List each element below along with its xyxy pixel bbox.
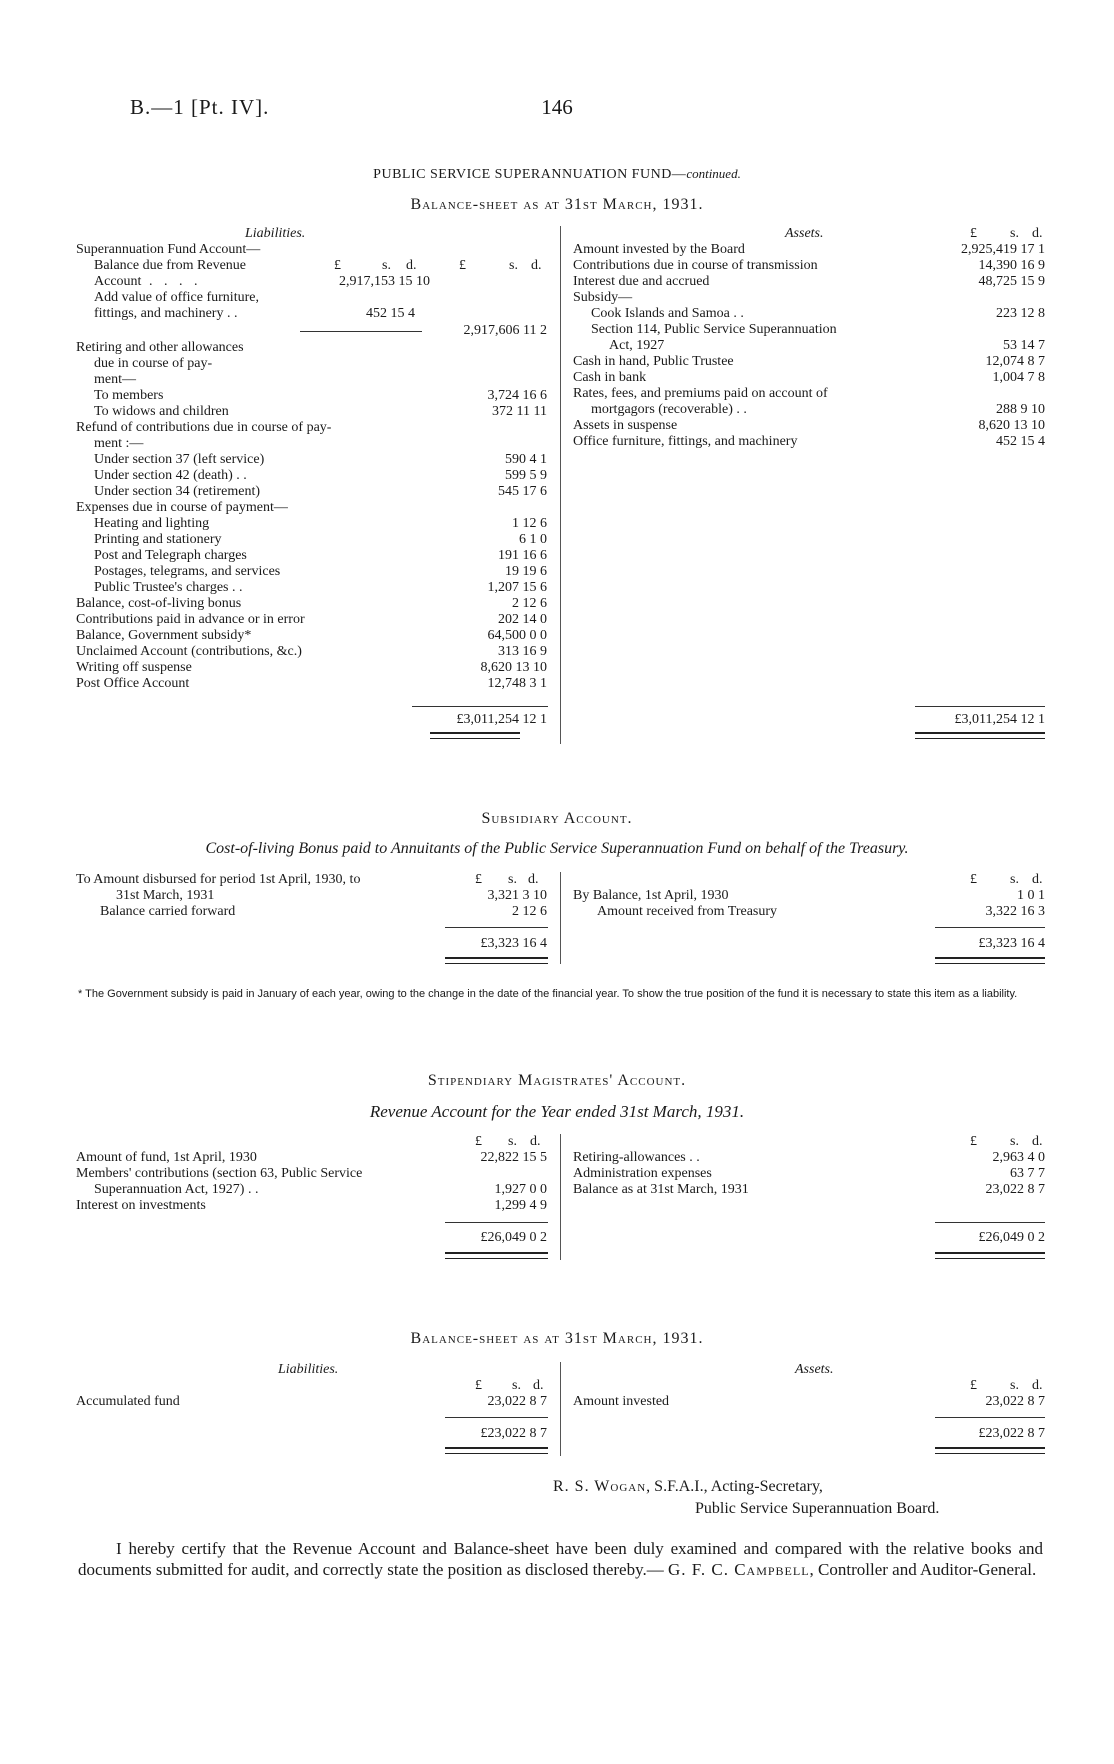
asset-line: Section 114, Public Service Superannuation bbox=[591, 322, 837, 337]
liab-label: Balance, cost-of-living bonus bbox=[76, 596, 242, 611]
balance-sheet-2-title: Balance-sheet as at 31st March, 1931. bbox=[410, 1330, 704, 1347]
liab-line: Retiring and other allowances bbox=[76, 340, 244, 355]
audit-certificate bbox=[78, 1538, 1043, 1580]
col-pence: d. bbox=[528, 872, 539, 887]
col-pence: d. bbox=[531, 258, 542, 273]
signatory-name: R. S. Wogan bbox=[553, 1478, 647, 1495]
liab-line: Superannuation Fund Account— bbox=[76, 242, 261, 257]
asset-amount: 1,004 7 8 bbox=[992, 370, 1045, 385]
table-row bbox=[76, 644, 547, 660]
liab-amount: 64,500 0 0 bbox=[487, 628, 547, 643]
stip-right-amount: 63 7 7 bbox=[1010, 1166, 1045, 1181]
stip-left-line: Interest on investments bbox=[76, 1198, 206, 1213]
col-pence: d. bbox=[530, 1134, 541, 1149]
liab-amount: 590 4 1 bbox=[505, 452, 547, 467]
liab-amount: 452 15 4 bbox=[366, 306, 415, 321]
table-row bbox=[76, 420, 547, 436]
col-pound: £ bbox=[334, 258, 341, 273]
col-shillings: s. bbox=[509, 258, 518, 273]
asset-line: Cook Islands and Samoa . . bbox=[591, 306, 744, 321]
col-shillings: s. bbox=[1010, 872, 1019, 887]
liab-amount: 202 14 0 bbox=[498, 612, 547, 627]
table-row bbox=[76, 484, 547, 500]
sub-right-amount: 1 0 1 bbox=[1017, 888, 1045, 903]
table-row bbox=[76, 628, 547, 644]
col-pound: £ bbox=[970, 1134, 977, 1149]
sub-left-total: £3,323 16 4 bbox=[480, 936, 547, 951]
col-pound: £ bbox=[970, 226, 977, 241]
table-row bbox=[76, 532, 547, 548]
liab-label: Printing and stationery bbox=[94, 532, 222, 547]
asset-line: Cash in bank bbox=[573, 370, 647, 385]
table-row bbox=[76, 676, 547, 692]
stip-right-line: Balance as at 31st March, 1931 bbox=[573, 1182, 749, 1197]
asset-amount: 2,925,419 17 1 bbox=[961, 242, 1045, 257]
asset-amount: 12,074 8 7 bbox=[985, 354, 1045, 369]
subsidiary-title: Subsidiary Account. bbox=[481, 810, 633, 827]
balance-sheet-title: Balance-sheet as at 31st March, 1931. bbox=[410, 196, 704, 213]
sub-left-line: Balance carried forward bbox=[100, 904, 236, 919]
col-pound: £ bbox=[970, 872, 977, 887]
asset-line: Subsidy— bbox=[573, 290, 633, 305]
assets-label: Assets. bbox=[795, 1362, 834, 1377]
page-number: 146 bbox=[541, 95, 573, 119]
table-row bbox=[76, 548, 547, 564]
asset-line: Cash in hand, Public Trustee bbox=[573, 354, 734, 369]
liab-label: Under section 37 (left service) bbox=[94, 452, 265, 467]
asset-line: Office furniture, fittings, and machinery bbox=[573, 434, 798, 449]
bs2-left-line: Accumulated fund bbox=[76, 1394, 180, 1409]
asset-line: Amount invested by the Board bbox=[573, 242, 745, 257]
col-pence: d. bbox=[1032, 872, 1043, 887]
table-row bbox=[76, 596, 547, 612]
stip-right-line: Administration expenses bbox=[573, 1166, 712, 1181]
col-pence: d. bbox=[1032, 1134, 1043, 1149]
liab-amount: 1 12 6 bbox=[512, 516, 547, 531]
liabilities-total: £3,011,254 12 1 bbox=[456, 712, 547, 727]
liab-amount: 191 16 6 bbox=[498, 548, 547, 563]
asset-amount: 14,390 16 9 bbox=[978, 258, 1045, 273]
col-shillings: s. bbox=[1010, 1378, 1019, 1393]
col-pence: d. bbox=[1032, 226, 1043, 241]
sub-right-total: £3,323 16 4 bbox=[978, 936, 1045, 951]
liab-label: Public Trustee's charges . . bbox=[94, 580, 243, 595]
sub-left-line: 31st March, 1931 bbox=[116, 888, 215, 903]
asset-amount: 8,620 13 10 bbox=[978, 418, 1045, 433]
stipendiary-subtitle: Revenue Account for the Year ended 31st March, 1931. bbox=[369, 1102, 745, 1121]
liab-amount: 1,207 15 6 bbox=[487, 580, 547, 595]
liab-amount: 2,917,606 11 2 bbox=[463, 323, 547, 338]
col-shillings: s. bbox=[382, 258, 391, 273]
liab-label: Post Office Account bbox=[76, 676, 190, 691]
table-row bbox=[76, 580, 547, 596]
col-pence: d. bbox=[533, 1378, 544, 1393]
col-pence: d. bbox=[406, 258, 417, 273]
assets-label: Assets. bbox=[785, 226, 824, 241]
liab-label: Heating and lighting bbox=[94, 516, 210, 531]
asset-line: Contributions due in course of transmission bbox=[573, 258, 818, 273]
liab-label: Balance, Government subsidy* bbox=[76, 628, 252, 643]
table-row bbox=[76, 500, 547, 516]
signature-line-1 bbox=[553, 1478, 823, 1496]
table-row bbox=[76, 516, 547, 532]
stip-right-amount: 2,963 4 0 bbox=[992, 1150, 1045, 1165]
col-shillings: s. bbox=[508, 872, 517, 887]
liab-label: Writing off suspense bbox=[76, 660, 192, 675]
col-shillings: s. bbox=[512, 1378, 521, 1393]
fund-title bbox=[0, 166, 1114, 183]
liab-label: Under section 42 (death) . . bbox=[94, 468, 247, 483]
document-reference: B.—1 [Pt. IV]. bbox=[130, 95, 270, 119]
liab-label: Post and Telegraph charges bbox=[94, 548, 247, 563]
asset-line: Interest due and accrued bbox=[573, 274, 710, 289]
stipendiary-title: Stipendiary Magistrates' Account. bbox=[427, 1072, 687, 1089]
liab-amount: 19 19 6 bbox=[505, 564, 547, 579]
stip-left-line: Members' contributions (section 63, Public Service bbox=[76, 1166, 363, 1181]
col-shillings: s. bbox=[508, 1134, 517, 1149]
col-pound: £ bbox=[475, 872, 482, 887]
liab-label: Postages, telegrams, and services bbox=[94, 564, 281, 579]
col-pound: £ bbox=[970, 1378, 977, 1393]
col-pence: d. bbox=[1032, 1378, 1043, 1393]
col-shillings: s. bbox=[1010, 1134, 1019, 1149]
bs2-right-total: £23,022 8 7 bbox=[978, 1426, 1045, 1441]
sub-left-line: To Amount disbursed for period 1st April, 1930, to bbox=[76, 872, 361, 887]
col-pound: £ bbox=[459, 258, 466, 273]
asset-line: Act, 1927 bbox=[609, 338, 665, 353]
col-shillings: s. bbox=[1010, 226, 1019, 241]
stip-left-total: £26,049 0 2 bbox=[480, 1230, 547, 1245]
liab-amount: 12,748 3 1 bbox=[487, 676, 547, 691]
asset-line: mortgagors (recoverable) . . bbox=[591, 402, 747, 417]
liab-line: ment— bbox=[94, 372, 136, 387]
signature-line-2: Public Service Superannuation Board. bbox=[695, 1500, 940, 1517]
liab-amount: 2,917,153 15 10 bbox=[339, 274, 430, 289]
stip-right-line: Retiring-allowances . . bbox=[573, 1150, 700, 1165]
liab-line: Balance due from Revenue bbox=[94, 258, 246, 273]
fund-title-main: PUBLIC SERVICE SUPERANNUATION FUND— bbox=[373, 167, 687, 182]
asset-line: Rates, fees, and premiums paid on account of bbox=[573, 386, 828, 401]
liab-label: Under section 34 (retirement) bbox=[94, 484, 260, 499]
fund-title-continued: continued. bbox=[686, 166, 741, 181]
sub-left-amount: 3,321 3 10 bbox=[487, 888, 547, 903]
liab-amount: 3,724 16 6 bbox=[487, 388, 547, 403]
liabilities-label: Liabilities. bbox=[278, 1362, 339, 1377]
bs2-right-amount: 23,022 8 7 bbox=[985, 1394, 1045, 1409]
certificate-text: I hereby certify that the Revenue Account and Balance-sheet have been duly examined and compared with the relative books and documents submitted for audit, and correctly state the position as disclosed thereby.— bbox=[78, 1539, 1043, 1579]
stip-left-amount: 22,822 15 5 bbox=[480, 1150, 547, 1165]
liab-label: Unclaimed Account (contributions, &c.) bbox=[76, 644, 302, 659]
stip-right-amount: 23,022 8 7 bbox=[985, 1182, 1045, 1197]
liab-amount: 6 1 0 bbox=[519, 532, 547, 547]
liab-line: due in course of pay- bbox=[94, 356, 213, 371]
sub-right-amount: 3,322 16 3 bbox=[985, 904, 1045, 919]
assets-total: £3,011,254 12 1 bbox=[954, 712, 1045, 727]
liab-label: To members bbox=[94, 388, 164, 403]
stip-left-line: Amount of fund, 1st April, 1930 bbox=[76, 1150, 257, 1165]
liab-label: Contributions paid in advance or in error bbox=[76, 612, 305, 627]
refund-heading: Refund of contributions due in course of pay- bbox=[76, 420, 332, 435]
liab-amount: 545 17 6 bbox=[498, 484, 547, 499]
stip-left-amount: 1,927 0 0 bbox=[494, 1182, 547, 1197]
stip-right-total: £26,049 0 2 bbox=[978, 1230, 1045, 1245]
liab-label: To widows and children bbox=[94, 404, 229, 419]
liab-line: fittings, and machinery . . bbox=[94, 306, 238, 321]
table-row bbox=[76, 452, 547, 468]
table-row bbox=[76, 436, 547, 452]
footnote: * The Government subsidy is paid in January of each year, owing to the change in the date of the financial year. To show the true position of the fund it is necessary to state this item as a liability. bbox=[78, 988, 1018, 1000]
liab-amount: 372 11 11 bbox=[492, 404, 547, 419]
sub-right-line: Amount received from Treasury bbox=[597, 904, 778, 919]
col-pound: £ bbox=[475, 1378, 482, 1393]
liab-amount: 313 16 9 bbox=[498, 644, 547, 659]
bs2-left-amount: 23,022 8 7 bbox=[487, 1394, 547, 1409]
asset-amount: 53 14 7 bbox=[1003, 338, 1045, 353]
col-pound: £ bbox=[475, 1134, 482, 1149]
asset-amount: 452 15 4 bbox=[996, 434, 1045, 449]
asset-amount: 223 12 8 bbox=[996, 306, 1045, 321]
liab-amount: 8,620 13 10 bbox=[480, 660, 547, 675]
liabilities-label: Liabilities. bbox=[245, 226, 306, 241]
liab-amount: 599 5 9 bbox=[505, 468, 547, 483]
sub-left-amount: 2 12 6 bbox=[512, 904, 547, 919]
auditor-name: G. F. C. Campbell bbox=[667, 1560, 810, 1579]
table-row bbox=[76, 660, 547, 676]
refund-heading: ment :— bbox=[94, 436, 144, 451]
asset-line: Assets in suspense bbox=[573, 418, 678, 433]
asset-amount: 48,725 15 9 bbox=[978, 274, 1045, 289]
stip-left-amount: 1,299 4 9 bbox=[494, 1198, 547, 1213]
table-row bbox=[76, 612, 547, 628]
table-row bbox=[76, 404, 547, 420]
liab-line: Add value of office furniture, bbox=[94, 290, 259, 305]
liabilities-table bbox=[76, 388, 547, 692]
table-row bbox=[76, 564, 547, 580]
signatory-title: , S.F.A.I., Acting-Secretary, bbox=[646, 1478, 823, 1495]
liab-line: Account . . . . bbox=[94, 274, 202, 289]
bs2-left-total: £23,022 8 7 bbox=[480, 1426, 547, 1441]
sub-right-line: By Balance, 1st April, 1930 bbox=[573, 888, 729, 903]
stip-left-line: Superannuation Act, 1927) . . bbox=[94, 1182, 259, 1197]
subsidiary-subtitle: Cost-of-living Bonus paid to Annuitants of the Public Service Superannuation Fund on behalf of the Treasury. bbox=[205, 840, 909, 857]
auditor-title: , Controller and Auditor-General. bbox=[809, 1560, 1037, 1579]
expenses-heading: Expenses due in course of payment— bbox=[76, 500, 288, 515]
asset-amount: 288 9 10 bbox=[996, 402, 1045, 417]
bs2-right-line: Amount invested bbox=[573, 1394, 670, 1409]
liab-line-text: Account bbox=[94, 274, 142, 289]
table-row bbox=[76, 468, 547, 484]
liab-amount: 2 12 6 bbox=[512, 596, 547, 611]
table-row bbox=[76, 388, 547, 404]
